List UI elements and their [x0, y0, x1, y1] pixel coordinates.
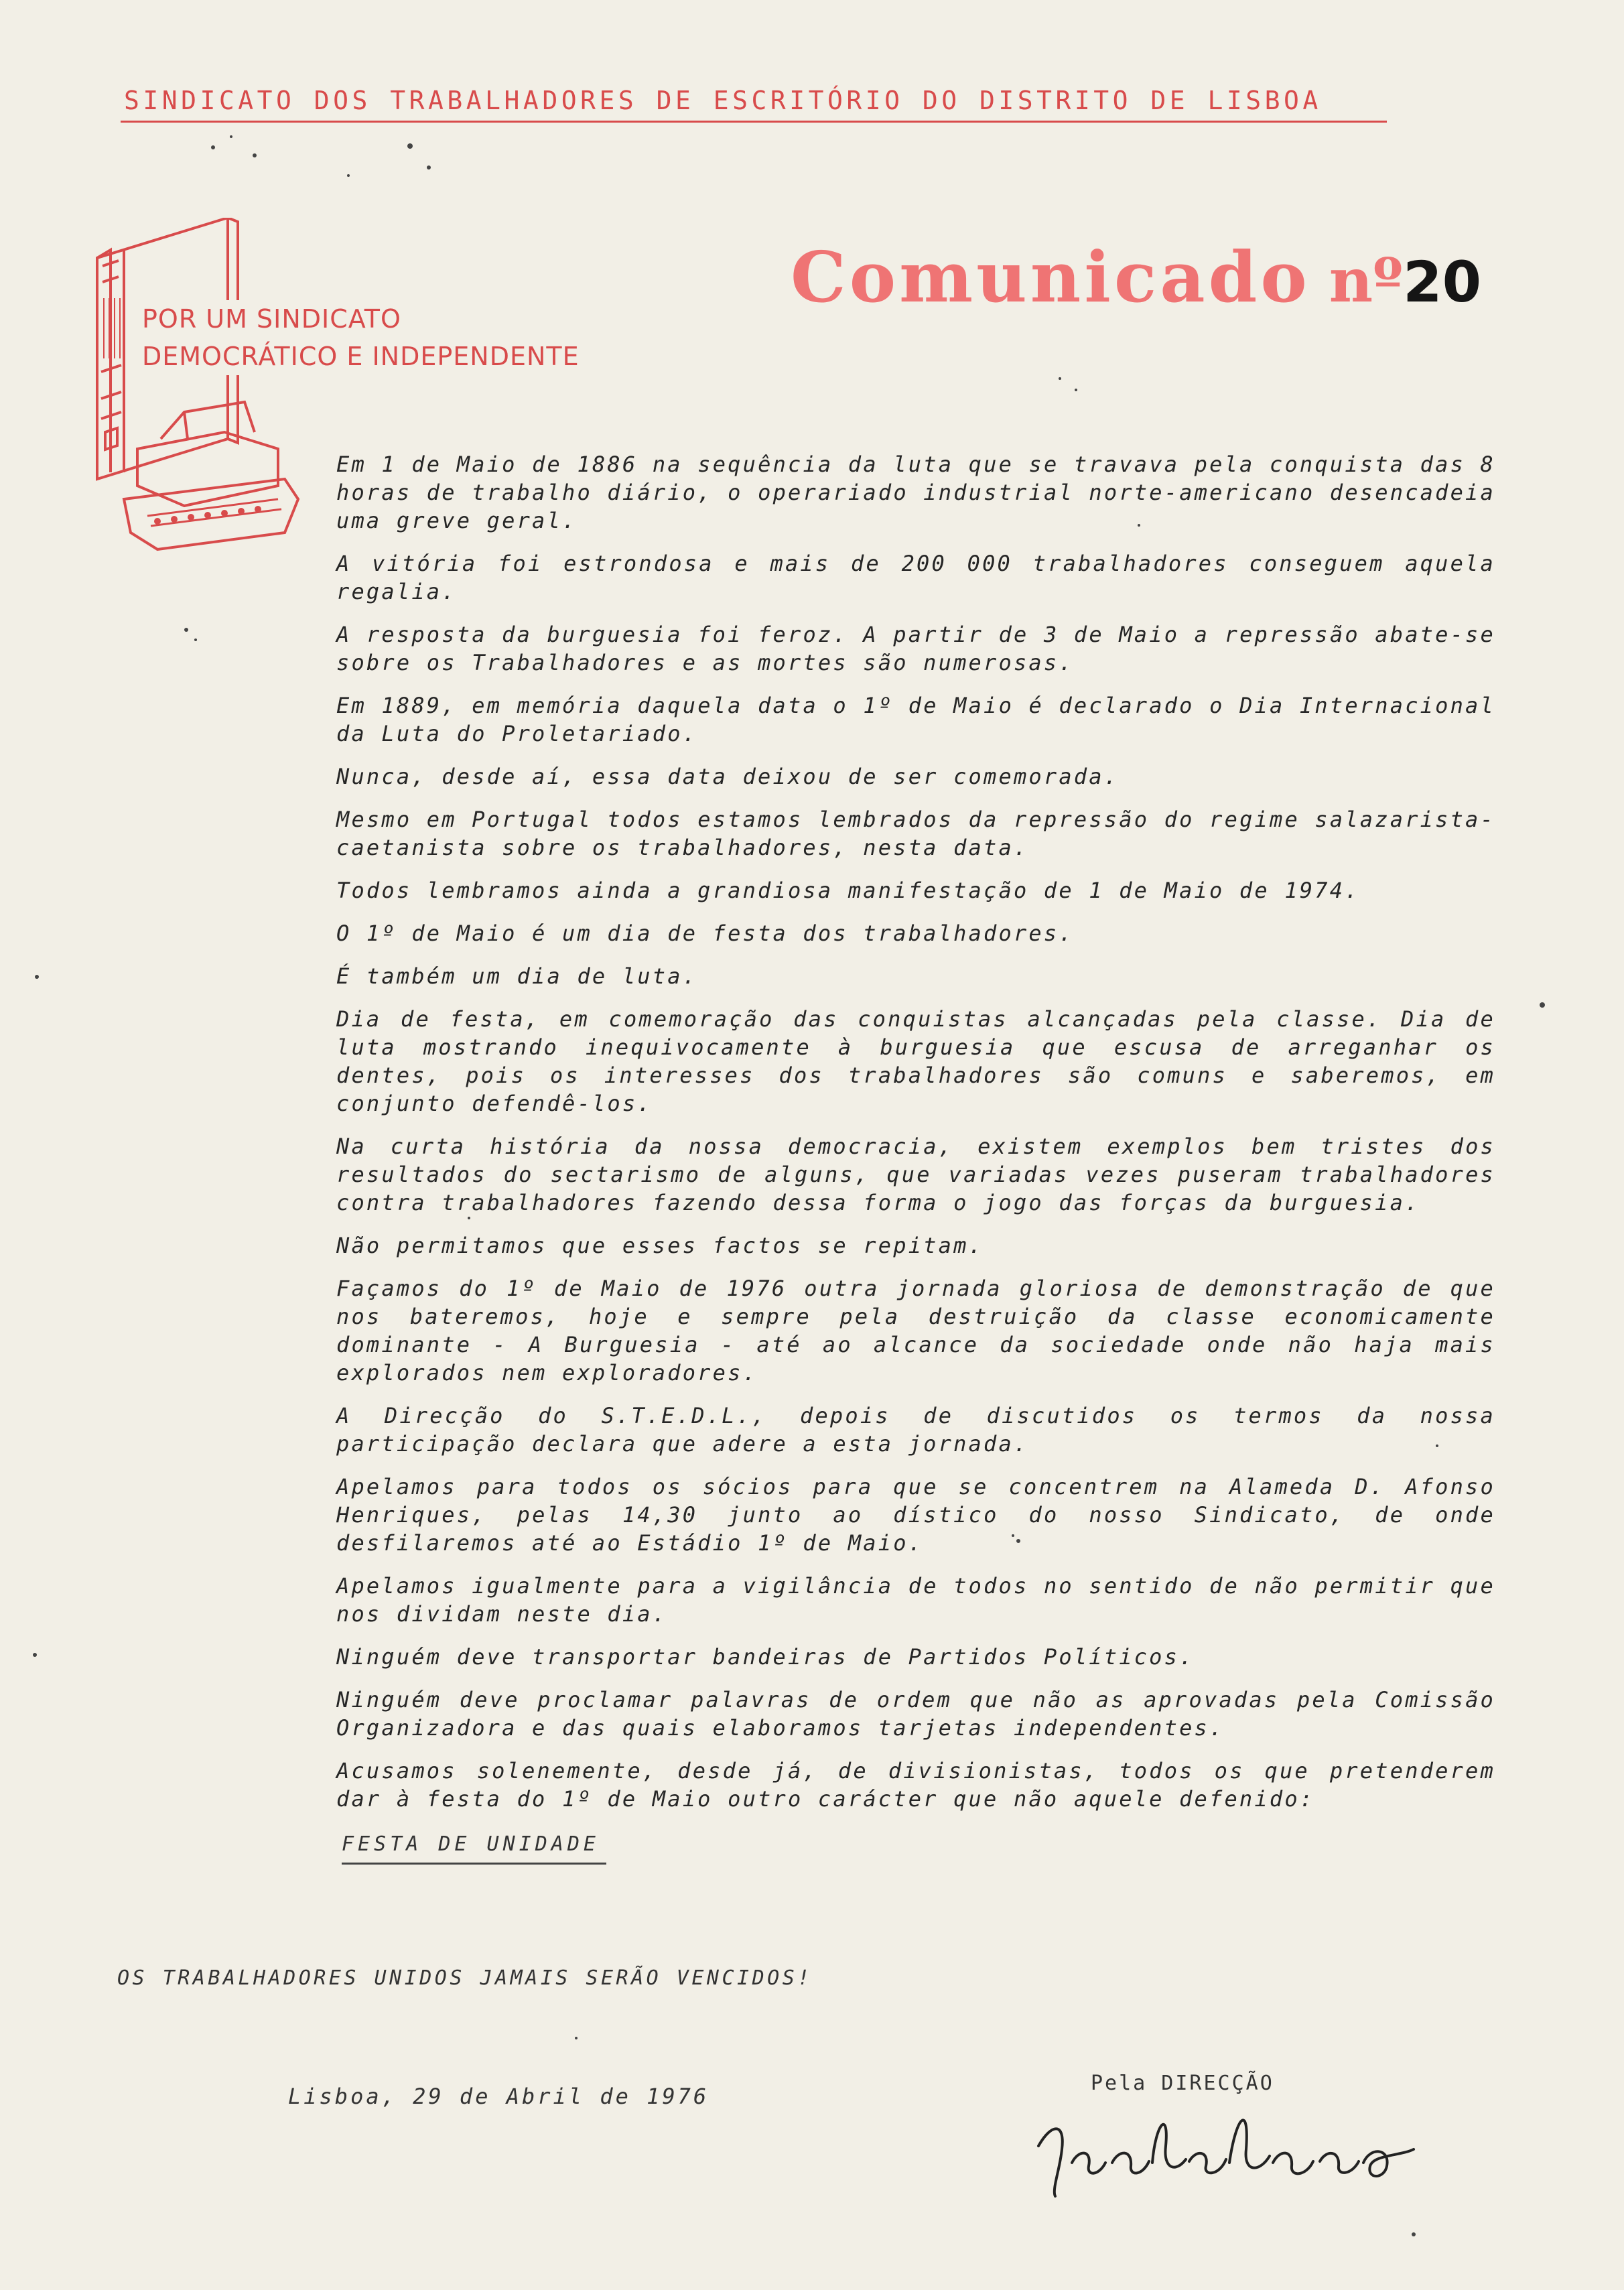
signed-by-label: Pela DIRECÇÃO	[1091, 2072, 1274, 2095]
union-underline	[121, 121, 1387, 123]
paragraph: A Direcção do S.T.E.D.L., depois de discutidos os termos da nossa participação declara que adere a esta jornada.	[336, 1403, 1495, 1457]
paragraph: Na curta história da nossa democracia, existem exemplos bem tristes dos resultados do sectarismo de alguns, que variadas vezes puseram trabalhadores contra trabalhadores fazendo dessa forma o jogo das forças da burguesia.	[336, 1134, 1495, 1215]
slogan-line-2: DEMOCRÁTICO E INDEPENDENTE	[142, 342, 580, 371]
paragraph: Dia de festa, em comemoração das conquistas alcançadas pela classe. Dia de luta mostrando inequivocamente à burguesia que escusa de arreganhar os dentes, pois os interesses dos trabalhadores são comuns e saberemos, em conjunto defendê-los.	[336, 1006, 1495, 1116]
number-prefix: nº	[1329, 245, 1404, 316]
communique-number: 20	[1403, 249, 1482, 315]
paragraph: O 1º de Maio é um dia de festa dos trabalhadores.	[336, 921, 1074, 946]
paragraph: Não permitamos que esses factos se repitam.	[336, 1233, 984, 1258]
page-title	[791, 236, 1481, 318]
paragraph: Em 1 de Maio de 1886 na sequência da luta que se travava pela conquista das 8 horas de trabalho diário, o operariado industrial norte-americano desencadeia uma greve geral.	[336, 452, 1495, 533]
paragraph: Nunca, desde aí, essa data deixou de ser comemorada.	[336, 764, 1120, 789]
paragraph: Todos lembramos ainda a grandiosa manifestação de 1 de Maio de 1974.	[336, 878, 1360, 903]
title-word: Comunicado	[791, 236, 1310, 318]
communique-body	[336, 450, 1495, 1828]
union-name: SINDICATO DOS TRABALHADORES DE ESCRITÓRIO DO DISTRITO DE LISBOA	[124, 86, 1322, 115]
paragraph: Mesmo em Portugal todos estamos lembrados da repressão do regime salazarista-caetanista sobre os trabalhadores, nesta data.	[336, 807, 1495, 860]
book-typewriter-logo	[84, 218, 312, 553]
paragraph: Apelamos igualmente para a vigilância de todos no sentido de não permitir que nos dividam neste dia.	[336, 1573, 1495, 1627]
paragraph: Acusamos solenemente, desde já, de divisionistas, todos os que pretenderem dar à festa do 1º de Maio outro carácter que não aquele defenido:	[336, 1758, 1495, 1812]
signature	[1025, 2082, 1494, 2210]
paragraph: Ninguém deve proclamar palavras de ordem que não as aprovadas pela Comissão Organizadora e das quais elaboramos tarjetas independentes.	[336, 1687, 1495, 1741]
place-date: Lisboa, 29 de Abril de 1976	[288, 2084, 709, 2109]
festa-de-unidade: FESTA DE UNIDADE	[342, 1832, 600, 1856]
paragraph: A resposta da burguesia foi feroz. A partir de 3 de Maio a repressão abate-se sobre os Trabalhadores e as mortes são numerosas.	[336, 622, 1495, 675]
paragraph: Em 1889, em memória daquela data o 1º de Maio é declarado o Dia Internacional da Luta do Proletariado.	[336, 693, 1495, 746]
closing-motto: OS TRABALHADORES UNIDOS JAMAIS SERÃO VENCIDOS!	[117, 1966, 813, 1990]
paragraph: Apelamos para todos os sócios para que se concentrem na Alameda D. Afonso Henriques, pelas 14,30 junto ao dístico do nosso Sindicato, de onde desfilaremos até ao Estádio 1º de Maio.	[336, 1474, 1495, 1556]
slogan-line-1: POR UM SINDICATO	[142, 304, 401, 334]
paragraph: É também um dia de luta.	[336, 963, 698, 989]
festa-underline	[342, 1863, 606, 1865]
slogan	[142, 300, 585, 375]
paragraph: Ninguém deve transportar bandeiras de Partidos Políticos.	[336, 1644, 1195, 1670]
paragraph: A vitória foi estrondosa e mais de 200 000 trabalhadores conseguem aquela regalia.	[336, 551, 1495, 604]
paragraph: Façamos do 1º de Maio de 1976 outra jornada gloriosa de demonstração de que nos bateremos, hoje e sempre pela destruição da classe economicamente dominante - A Burguesia - até ao alcance da sociedade onde não haja mais explorados nem exploradores.	[336, 1276, 1495, 1386]
